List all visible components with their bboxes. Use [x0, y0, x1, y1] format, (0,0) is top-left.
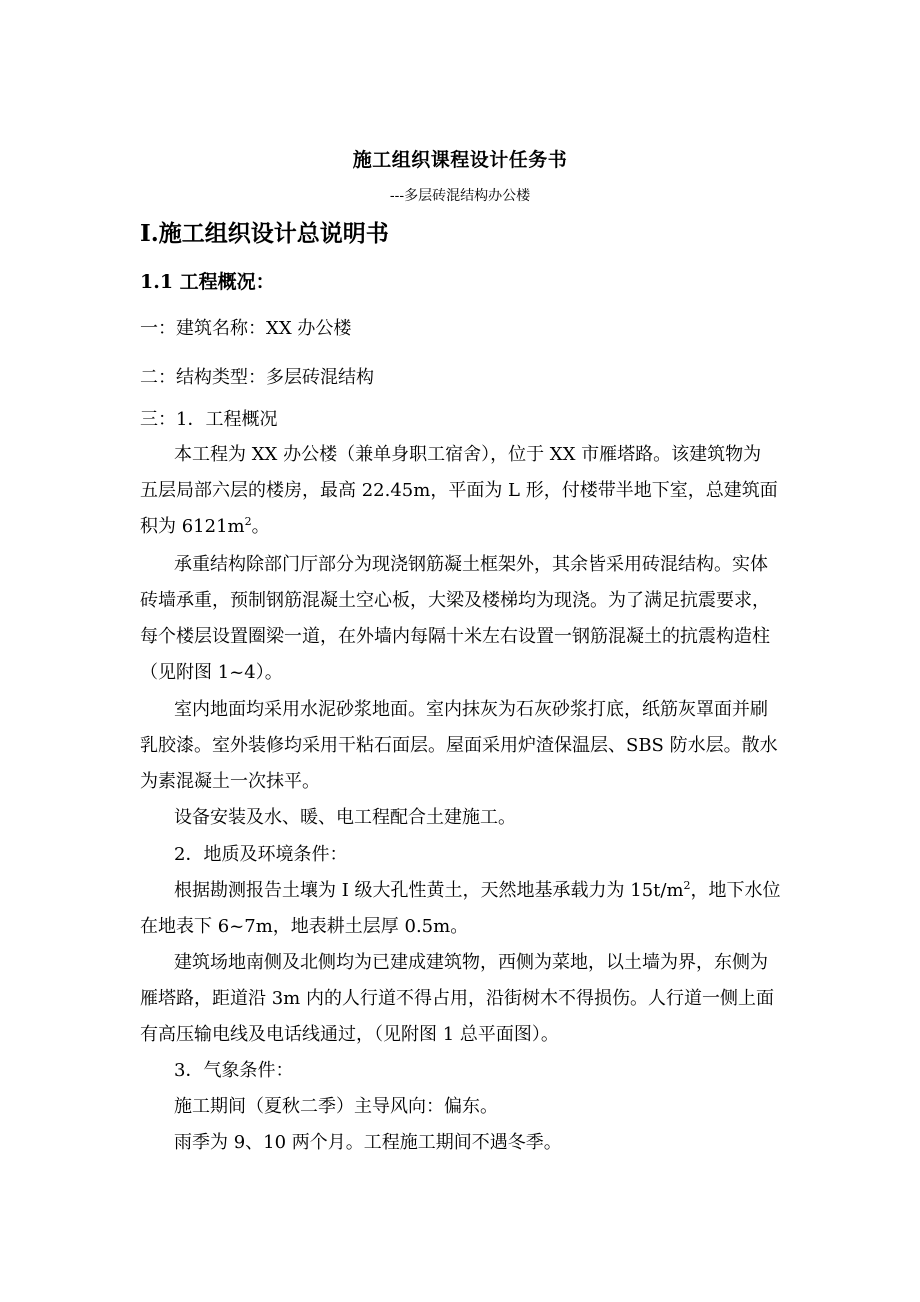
para6-line3: 有高压输电线及电话线通过，（见附图 1 总平面图）。 — [140, 1024, 559, 1045]
para4-line1: 设备安装及水、暖、电工程配合土建施工。 — [174, 807, 516, 828]
item-building-name: 一：建筑名称：XX 办公楼 — [140, 318, 352, 339]
para7-line1: 施工期间（夏秋二季）主导风向：偏东。 — [174, 1096, 498, 1117]
para6-line1: 建筑场地南侧及北侧均为已建成建筑物，西侧为菜地，以土墙为界，东侧为 — [174, 952, 768, 973]
item-geology: 2．地质及环境条件： — [174, 844, 348, 865]
section-heading: Ⅰ.施工组织设计总说明书 — [140, 220, 389, 247]
para3-line3: 为素混凝土一次抹平。 — [140, 771, 320, 792]
para5-line1 — [174, 878, 781, 904]
para3-line1: 室内地面均采用水泥砂浆地面。室内抹灰为石灰砂浆打底，纸筋灰罩面并刷 — [174, 699, 768, 720]
para2-line3: 每个楼层设置圈梁一道，在外墙内每隔十米左右设置一钢筋混凝土的抗震构造柱 — [140, 626, 770, 647]
para5-line1-sup: 2 — [683, 879, 691, 892]
item-weather: 3．气象条件： — [174, 1060, 294, 1081]
para2-line4: （见附图 1~4）。 — [140, 662, 283, 683]
para2-line2: 砖墙承重，预制钢筋混凝土空心板，大梁及楼梯均为现浇。为了满足抗震要求， — [140, 590, 770, 611]
para7-line2: 雨季为 9、10 两个月。工程施工期间不遇冬季。 — [174, 1132, 562, 1153]
para5-line2: 在地表下 6~7m，地表耕土层厚 0.5m。 — [140, 916, 469, 937]
item-project-overview: 三：1．工程概况 — [140, 409, 278, 430]
para1-line3-text: 积为 6121m — [140, 516, 245, 537]
para1-line2: 五层局部六层的楼房，最高 22.45m，平面为 L 形，付楼带半地下室，总建筑面 — [140, 480, 778, 501]
para1-line1: 本工程为 XX 办公楼（兼单身职工宿舍），位于 XX 市雁塔路。该建筑物为 — [174, 444, 762, 465]
para1-line3-end: 。 — [251, 516, 270, 537]
subsection-heading: 1.1 工程概况： — [140, 271, 275, 293]
para3-line2: 乳胶漆。室外装修均采用干粘石面层。屋面采用炉渣保温层、SBS 防水层。散水 — [140, 735, 778, 756]
para5-line1-text: 根据勘测报告土壤为 I 级大孔性黄土，天然地基承载力为 15t/m — [174, 880, 684, 901]
para1-line3 — [140, 514, 270, 540]
document-title: 施工组织课程设计任务书 — [352, 149, 568, 171]
para5-line1-end: ，地下水位 — [690, 880, 781, 901]
para2-line1: 承重结构除部门厅部分为现浇钢筋凝土框架外，其余皆采用砖混结构。实体 — [174, 554, 768, 575]
para1-line3-sup: 2 — [244, 515, 252, 528]
para6-line2: 雁塔路，距道沿 3m 内的人行道不得占用，沿街树木不得损伤。人行道一侧上面 — [140, 988, 774, 1009]
item-structure-type: 二：结构类型：多层砖混结构 — [140, 367, 374, 388]
document-subtitle: ---多层砖混结构办公楼 — [389, 188, 531, 204]
